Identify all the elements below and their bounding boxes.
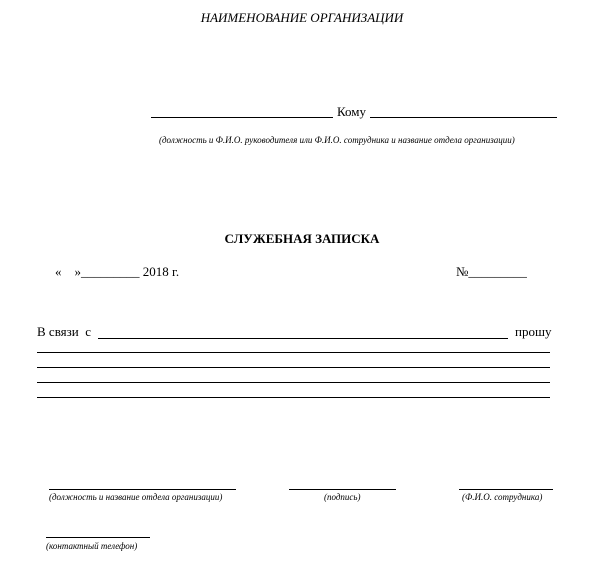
phone-hint: (контактный телефон)	[46, 541, 138, 551]
recipient-hint: (должность и Ф.И.О. руководителя или Ф.И.О. сотрудника и название отдела организации)	[159, 135, 515, 145]
recipient-label: Кому	[337, 104, 367, 119]
reason-label: В связи с	[37, 324, 91, 339]
reason-blank	[98, 338, 508, 339]
position-blank	[49, 489, 236, 490]
position-hint: (должность и название отдела организации)	[49, 492, 223, 502]
signature-hint: (подпись)	[324, 492, 361, 502]
body-blank-line	[37, 352, 550, 353]
name-hint: (Ф.И.О. сотрудника)	[462, 492, 543, 502]
recipient-blank-left	[151, 117, 333, 118]
memo-date: « »_________ 2018 г.	[55, 264, 180, 279]
organization-name: НАИМЕНОВАНИЕ ОРГАНИЗАЦИИ	[200, 10, 404, 25]
request-word: прошу	[515, 324, 552, 339]
recipient-blank-right	[370, 117, 557, 118]
body-blank-line	[37, 397, 550, 398]
body-blank-line	[37, 382, 550, 383]
phone-blank	[46, 537, 150, 538]
memo-number: №_________	[456, 264, 527, 279]
body-blank-line	[37, 367, 550, 368]
signature-blank	[289, 489, 396, 490]
name-blank	[459, 489, 553, 490]
memo-title: СЛУЖЕБНАЯ ЗАПИСКА	[224, 231, 380, 246]
